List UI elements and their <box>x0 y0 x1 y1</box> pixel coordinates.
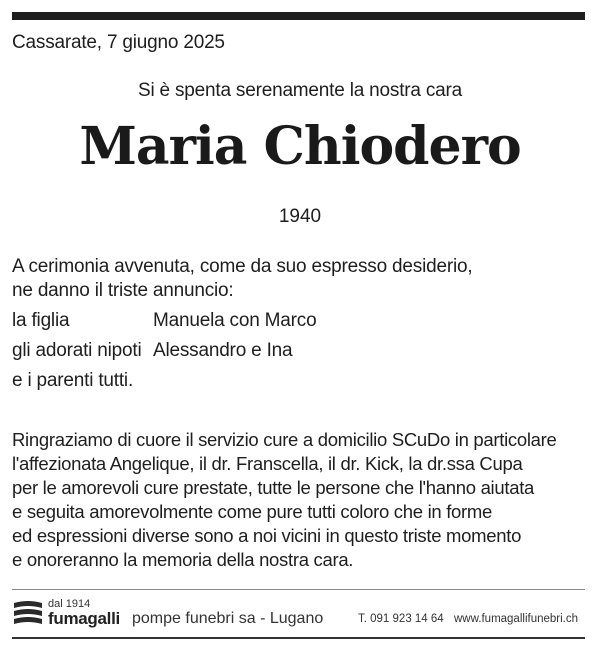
fumagalli-logo-icon <box>12 599 44 629</box>
mourner-row <box>12 336 316 366</box>
since-label: dal 1914 <box>48 598 91 610</box>
mourner-row <box>12 366 316 396</box>
announcement-line: A cerimonia avvenuta, come da suo espresso desiderio, <box>12 256 473 277</box>
intro-line: Si è spenta serenamente la nostra cara <box>137 80 463 101</box>
thanks-line: Ringraziamo di cuore il servizio cure a domicilio SCuDo in particolare <box>12 429 557 450</box>
thanks-line: per le amorevoli cure prestate, tutte le persone che l'hanno aiutata <box>12 477 535 498</box>
mourner-role: gli adorati nipoti <box>12 340 142 361</box>
thanks-line: e onoreranno la memoria della nostra cara. <box>12 549 354 570</box>
bottom-rule <box>12 637 585 639</box>
announcement <box>12 255 572 303</box>
top-rule <box>12 12 585 20</box>
phone-number: T. 091 923 14 64 <box>358 613 444 625</box>
footer-divider <box>12 589 585 590</box>
brand-subtitle: pompe funebri sa - Lugano <box>132 610 324 627</box>
mourners-list <box>12 306 316 396</box>
mourner-row <box>12 306 316 336</box>
birth-year: 1940 <box>278 206 322 227</box>
dateline: Cassarate, 7 giugno 2025 <box>12 32 225 53</box>
thanks-line: l'affezionata Angelique, il dr. Franscella, il dr. Kick, la dr.ssa Cupa <box>12 453 523 474</box>
mourner-role: la figlia <box>12 310 70 331</box>
brand-name: fumagalli <box>48 609 120 628</box>
announcement-line: ne danno il triste annuncio: <box>12 280 234 301</box>
mourner-names: Alessandro e Ina <box>153 340 293 361</box>
thanks-line: ed espressioni diverse sono a noi vicini in questo triste momento <box>12 525 522 546</box>
thanks-paragraph <box>12 428 590 572</box>
website-link[interactable]: www.fumagallifunebri.ch <box>454 613 579 625</box>
mourner-names: Manuela con Marco <box>153 310 317 331</box>
mourner-role: e i parenti tutti. <box>12 370 134 391</box>
thanks-line: e seguita amorevolmente come pure tutti coloro che in forme <box>12 501 492 522</box>
deceased-name: Maria Chiodero <box>79 116 521 177</box>
